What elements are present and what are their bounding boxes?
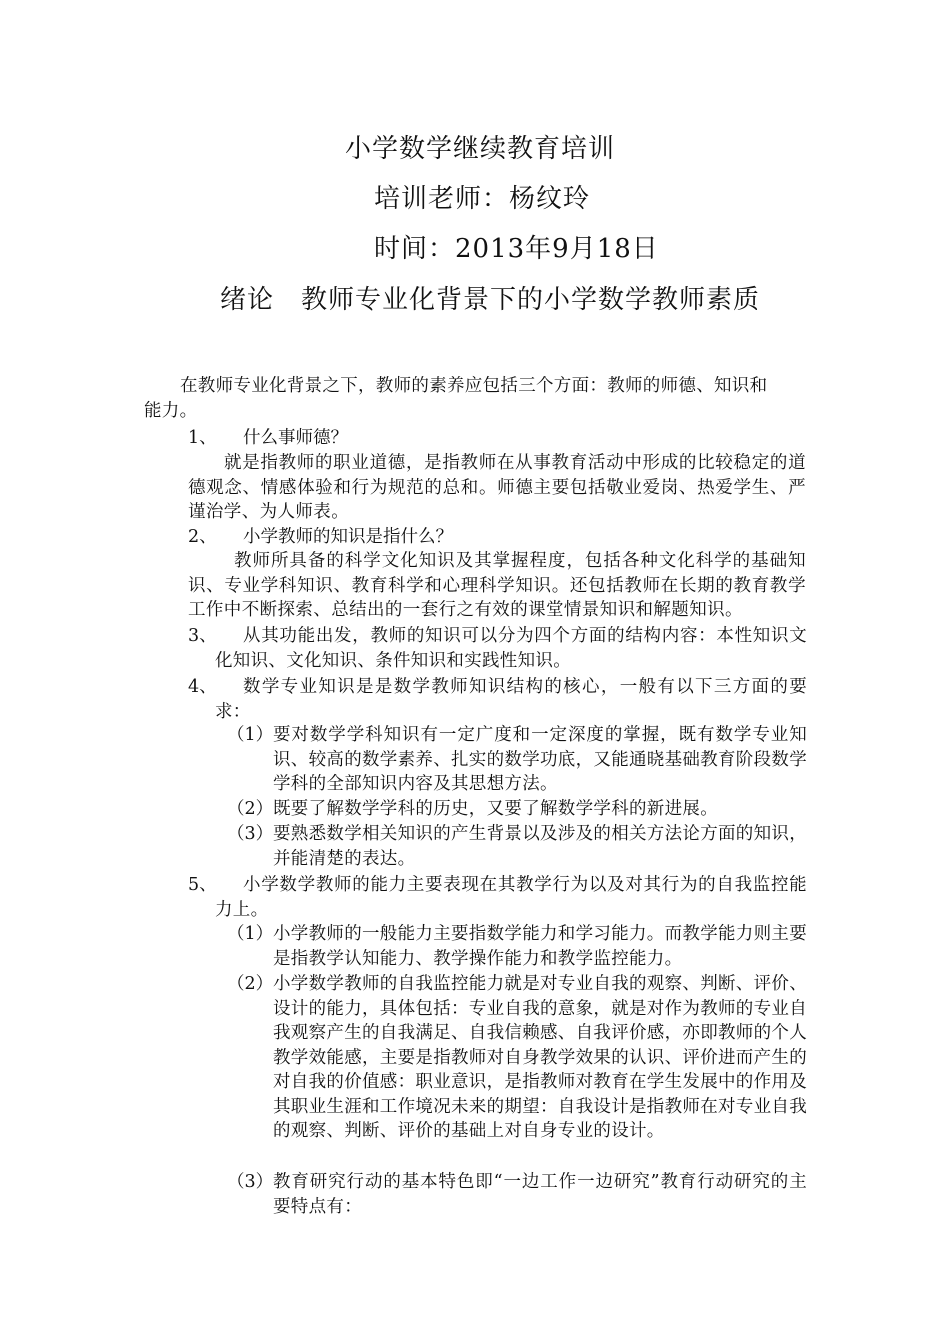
section-4-item-2-number: （2）: [227, 799, 274, 819]
intro-line-1: 在教师专业化背景之下，教师的素养应包括三个方面：教师的师德、知识和: [180, 376, 768, 396]
section-1-number: 1、: [188, 428, 217, 448]
chapter-title: 绪论 教师专业化背景下的小学数学教师素质: [220, 285, 761, 315]
section-5-item-2-number: （2）: [227, 974, 274, 994]
trainer-line: 培训老师：杨纹玲: [374, 184, 591, 214]
section-4-item-2-text: 既要了解数学学科的历史，又要了解数学学科的新进展。: [273, 799, 718, 819]
section-4-item-1-text: 要对数学学科知识有一定广度和一定深度的掌握，既有数学专业知识、较高的数学素养、扎实的数学功底，又能通晓基础教育阶段数学学科的全部知识内容及其思想方法。: [273, 725, 807, 794]
section-2-body: 教师所具备的科学文化知识及其掌握程度，包括各种文化科学的基础知识、专业学科知识、教育科学和心理科学知识。还包括教师在长期的教育教学工作中不断探索、总结出的一套行之有效的课堂情景知识和解题知识。: [188, 551, 806, 620]
section-5-item-3-text: 教育研究行动的基本特色即“一边工作一边研究”教育行动研究的主要特点有：: [273, 1172, 807, 1217]
document-title: 小学数学继续教育培训: [345, 134, 616, 164]
section-2-heading: 小学教师的知识是指什么？: [243, 527, 453, 547]
date-line: 时间：2013年9月18日: [374, 234, 659, 264]
section-2-number: 2、: [188, 527, 217, 547]
section-3-number: 3、: [188, 626, 217, 646]
section-4-item-3-text: 要熟悉数学相关知识的产生背景以及涉及的相关方法论方面的知识，并能清楚的表达。: [273, 824, 807, 869]
section-4-item-3-number: （3）: [227, 824, 274, 844]
section-5-number: 5、: [188, 875, 217, 895]
section-4-heading: 数学专业知识是是数学教师知识结构的核心，一般有以下三方面的要求：: [215, 677, 807, 722]
section-5-item-1-number: （1）: [227, 924, 274, 944]
section-5-item-3-number: （3）: [227, 1172, 274, 1192]
section-4-number: 4、: [188, 677, 217, 697]
section-4-item-1-number: （1）: [227, 725, 274, 745]
section-1-heading: 什么事师德？: [243, 428, 348, 448]
section-5-heading: 小学数学教师的能力主要表现在其教学行为以及对其行为的自我监控能力上。: [215, 875, 807, 920]
intro-line-2: 能力。: [144, 401, 198, 421]
section-5-item-2-text: 小学数学教师的自我监控能力就是对专业自我的观察、判断、评价、设计的能力，具体包括：专业自我的意象，就是对作为教师的专业自我观察产生的自我满足、自我信赖感、自我评价感，亦即教师的个人教学效能感，主要是指教师对自身教学效果的认识、评价进而产生的对自我的价值感：职业意识，是指教师对教育在学生发展中的作用及其职业生涯和工作境况未来的期望：自我设计是指教师在对专业自我的观察、判断、评价的基础上对自身专业的设计。: [273, 974, 807, 1141]
section-1-body: 就是指教师的职业道德，是指教师在从事教育活动中形成的比较稳定的道德观念、情感体验和行为规范的总和。师德主要包括敬业爱岗、热爱学生、严谨治学、为人师表。: [188, 453, 806, 522]
section-5-item-1-text: 小学教师的一般能力主要指数学能力和学习能力。而教学能力则主要是指教学认知能力、教学操作能力和教学监控能力。: [273, 924, 807, 969]
section-3-text: 从其功能出发，教师的知识可以分为四个方面的结构内容：本性知识文化知识、文化知识、条件知识和实践性知识。: [215, 626, 807, 671]
